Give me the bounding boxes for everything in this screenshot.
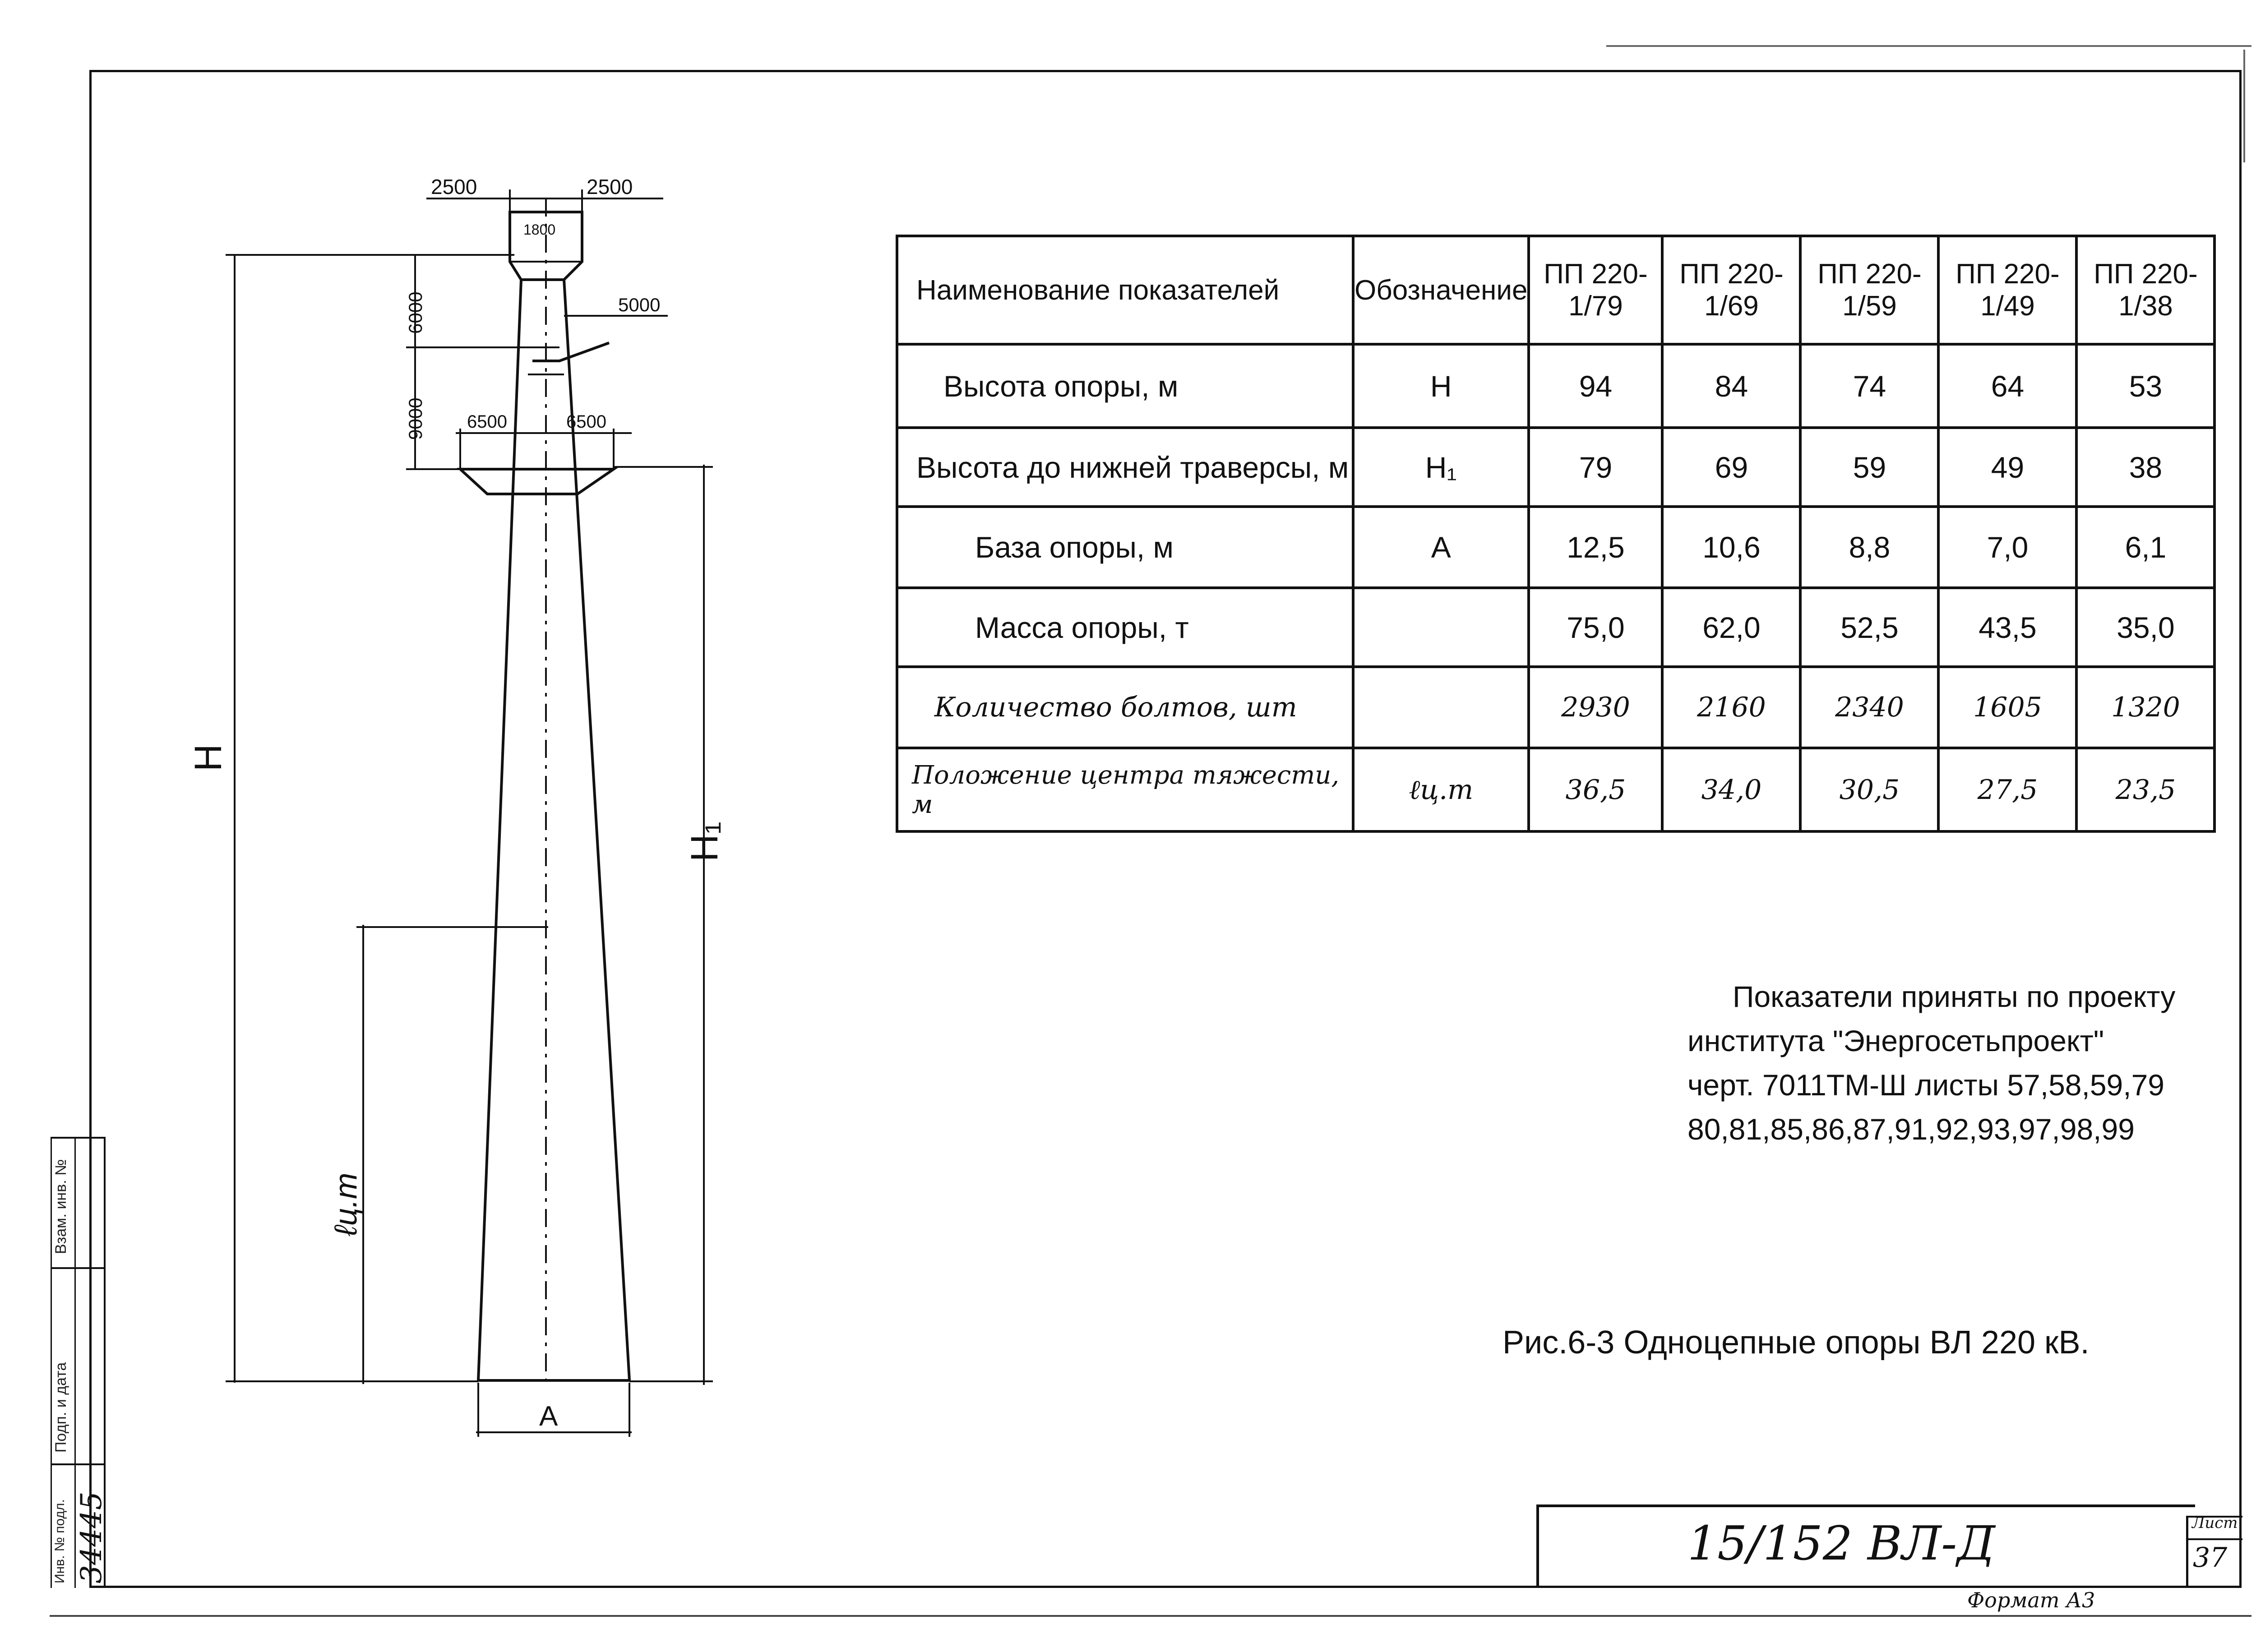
paper-format: Формат А3 — [1967, 1588, 2095, 1612]
row-value: 1605 — [1938, 667, 2076, 748]
note-line: Показатели приняты по проекту — [1733, 980, 2176, 1013]
row-value: 38 — [2076, 428, 2214, 507]
row-designation — [1353, 667, 1529, 748]
dim-label-top-right: 2500 — [587, 175, 633, 198]
row-value: 2340 — [1800, 667, 1938, 748]
row-designation: A — [1353, 507, 1529, 588]
figure-caption: Рис.6-3 Одноцепные опоры ВЛ 220 кВ. — [1502, 1324, 2090, 1361]
strip-label-signature: Подп. и дата — [52, 1362, 69, 1453]
row-value: 69 — [1662, 428, 1800, 507]
note-line: института "Энергосетьпроект" — [1687, 1024, 2104, 1057]
row-value: 8,8 — [1800, 507, 1938, 588]
row-value: 49 — [1938, 428, 2076, 507]
row-value: 30,5 — [1800, 748, 1938, 831]
label-A: A — [539, 1401, 558, 1432]
note-line: 80,81,85,86,87,91,92,93,97,98,99 — [1687, 1112, 2135, 1146]
row-value: 36,5 — [1529, 748, 1662, 831]
parameters-table-wrap — [896, 235, 2216, 833]
row-value: 84 — [1662, 344, 1800, 428]
table-row — [897, 667, 2214, 748]
header-name: Наименование показателей — [897, 236, 1353, 344]
row-name: Количество болтов, шт — [897, 667, 1353, 748]
inventory-number: 34445 — [75, 1491, 108, 1583]
row-designation: H₁ — [1353, 428, 1529, 507]
tower-leg-left — [478, 280, 521, 1380]
row-value: 12,5 — [1529, 507, 1662, 588]
row-value: 53 — [2076, 344, 2214, 428]
table-header-row — [897, 236, 2214, 344]
dim-label-lower-left: 6500 — [467, 412, 507, 432]
label-H: H — [187, 744, 229, 771]
header-designation: Обозначение — [1353, 236, 1529, 344]
row-value: 64 — [1938, 344, 2076, 428]
row-value: 35,0 — [2076, 588, 2214, 667]
row-value: 75,0 — [1529, 588, 1662, 667]
table-row — [897, 428, 2214, 507]
row-value: 74 — [1800, 344, 1938, 428]
sheet-number: 37 — [2193, 1542, 2228, 1574]
row-name: Высота до нижней траверсы, м — [897, 428, 1353, 507]
table-row — [897, 748, 2214, 831]
row-value: 2160 — [1662, 667, 1800, 748]
header-col-5: ПП 220-1/38 — [2076, 236, 2214, 344]
dim-label-lower-right: 6500 — [566, 412, 606, 432]
table-row — [897, 588, 2214, 667]
row-value: 10,6 — [1662, 507, 1800, 588]
sheet-cell-divider — [2188, 1538, 2242, 1540]
row-value: 2930 — [1529, 667, 1662, 748]
row-value: 62,0 — [1662, 588, 1800, 667]
source-note — [1687, 974, 2229, 1151]
row-value: 43,5 — [1938, 588, 2076, 667]
label-lct: ℓц.т — [328, 1172, 363, 1236]
row-value: 34,0 — [1662, 748, 1800, 831]
header-col-2: ПП 220-1/69 — [1662, 236, 1800, 344]
upper-traverse — [532, 343, 609, 361]
table-row — [897, 507, 2214, 588]
dim-label-upper-height: 6000 — [405, 291, 426, 334]
row-value: 23,5 — [2076, 748, 2214, 831]
dim-label-top-center: 1800 — [523, 221, 556, 238]
header-col-4: ПП 220-1/49 — [1938, 236, 2076, 344]
row-designation — [1353, 588, 1529, 667]
dim-label-top-left: 2500 — [431, 175, 477, 198]
dim-label-upper-traverse: 5000 — [618, 294, 661, 315]
row-name: Масса опоры, т — [897, 588, 1353, 667]
row-designation: H — [1353, 344, 1529, 428]
strip-label-replacement: Взам. инв. № — [52, 1159, 69, 1254]
row-value: 79 — [1529, 428, 1662, 507]
row-name: База опоры, м — [897, 507, 1353, 588]
row-name: Высота опоры, м — [897, 344, 1353, 428]
strip-label-inventory: Инв. № подл. — [52, 1499, 67, 1583]
row-value: 1320 — [2076, 667, 2214, 748]
row-value: 94 — [1529, 344, 1662, 428]
row-value: 6,1 — [2076, 507, 2214, 588]
document-code: 15/152 ВЛ-Д — [1687, 1516, 1995, 1571]
header-col-3: ПП 220-1/59 — [1800, 236, 1938, 344]
row-name: Положение центра тяжести, м — [897, 748, 1353, 831]
row-value: 59 — [1800, 428, 1938, 507]
row-designation: ℓц.т — [1353, 748, 1529, 831]
row-value: 52,5 — [1800, 588, 1938, 667]
header-col-1: ПП 220-1/79 — [1529, 236, 1662, 344]
row-value: 27,5 — [1938, 748, 2076, 831]
note-line: черт. 7011ТМ-Ш листы 57,58,59,79 — [1687, 1068, 2164, 1102]
label-H1: H₁ — [683, 821, 726, 862]
row-value: 7,0 — [1938, 507, 2076, 588]
sheet-label: Лист — [2192, 1514, 2238, 1532]
parameters-table — [896, 235, 2216, 833]
table-row — [897, 344, 2214, 428]
lower-traverse — [460, 469, 614, 494]
dim-label-mid-height: 9000 — [405, 397, 426, 440]
